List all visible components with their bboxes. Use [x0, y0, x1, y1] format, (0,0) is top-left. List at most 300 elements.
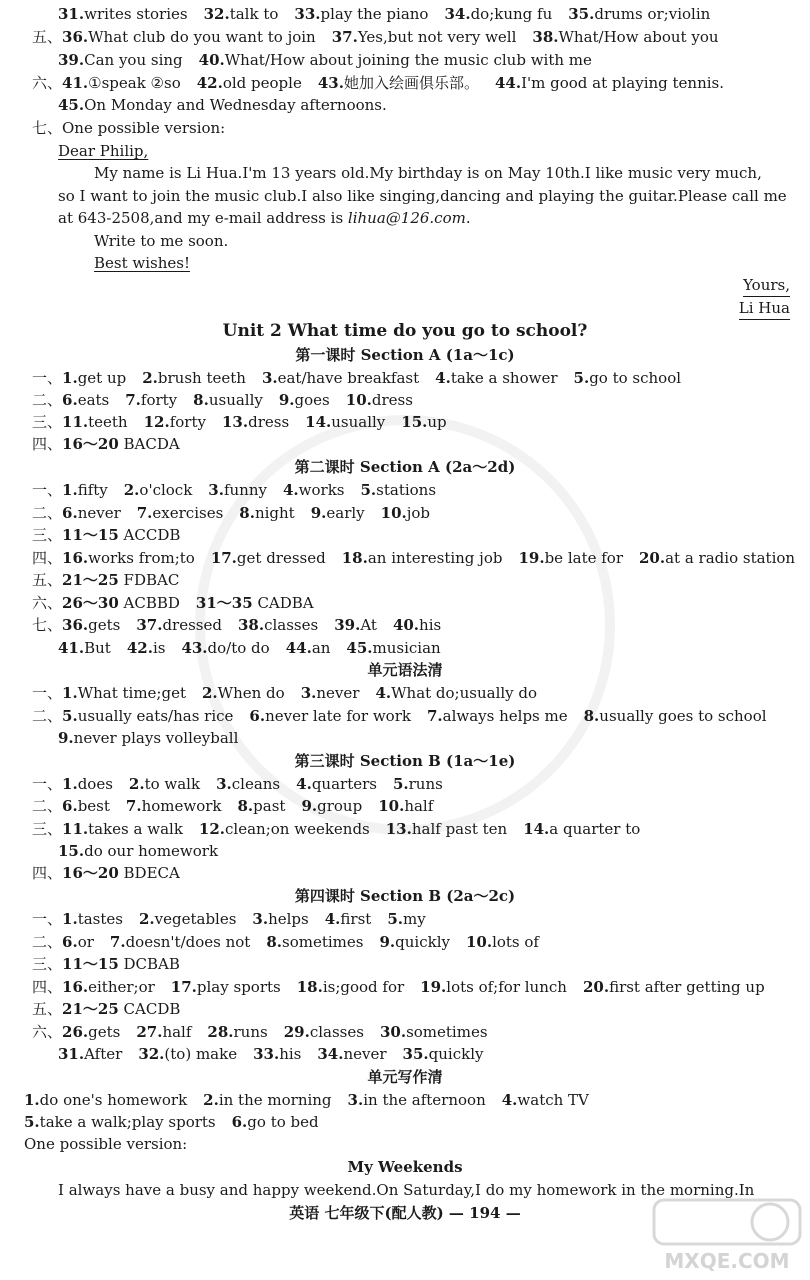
watermark-logo: [652, 1198, 802, 1276]
question-group-marker: 二、: [32, 504, 63, 522]
question-group-marker: 三、: [32, 526, 63, 544]
answer-item: [216, 775, 280, 793]
answer-item: [296, 775, 377, 793]
question-number: 20.: [639, 549, 666, 567]
question-number: 35.: [402, 1045, 429, 1063]
answer-text: runs: [408, 775, 443, 793]
answer-text: BDECA: [118, 864, 180, 882]
answer-item: [62, 504, 121, 522]
question-number: 27.: [136, 1023, 163, 1041]
question-number: 19.: [518, 549, 545, 567]
question-number: 4.: [282, 481, 299, 499]
answer-text: CACDB: [118, 1000, 181, 1018]
answer-text: in the afternoon: [363, 1091, 486, 1109]
question-number: 5.: [62, 707, 78, 725]
question-number: 33.: [253, 1045, 280, 1063]
answer-item: [138, 1045, 237, 1063]
answer-text: night: [254, 504, 295, 522]
answer-text: usually: [208, 391, 263, 409]
question-number: 11～15: [62, 526, 119, 544]
question-number: 16～20: [62, 864, 119, 882]
answer-item: [297, 978, 404, 996]
answer-item: [144, 413, 206, 431]
question-number: 9.: [58, 729, 74, 747]
answer-text: 她加入绘画俱乐部。: [343, 74, 479, 92]
question-number: 41.: [58, 639, 85, 657]
unit-title: Unit 2 What time do you go to school?: [222, 321, 588, 341]
question-group-marker: 三、: [32, 820, 63, 838]
question-number: 5.: [360, 481, 377, 499]
question-number: 31.: [58, 5, 85, 23]
answer-item: [124, 481, 193, 499]
answer-item: [238, 616, 318, 634]
essay-line: I always have a busy and happy weekend.On Saturday,I do my homework in the morning.In: [58, 1181, 755, 1199]
question-number: 19.: [420, 978, 447, 996]
answer-item: [62, 864, 180, 882]
question-number: 13.: [385, 820, 412, 838]
answer-item: [318, 74, 479, 92]
answer-text: take a shower: [450, 369, 558, 387]
answer-item: [62, 775, 113, 793]
answer-text: cleans: [231, 775, 281, 793]
answer-text: gets: [88, 1023, 121, 1041]
letter-write: Write to me soon.: [94, 231, 229, 250]
question-number: 10.: [465, 933, 493, 951]
answer-text: a quarter to: [549, 820, 641, 838]
answer-text: FDBAC: [118, 571, 180, 589]
answer-item: [305, 413, 385, 431]
question-number: 36.: [62, 616, 89, 634]
answer-text: never: [316, 684, 360, 702]
answer-item: [62, 369, 126, 387]
answer-text: When do: [217, 684, 285, 702]
answer-item: [332, 28, 517, 46]
essay-title: My Weekends: [347, 1158, 463, 1176]
question-group-marker: 一、: [32, 684, 63, 702]
answer-text: my: [402, 910, 426, 928]
answer-item: [238, 797, 286, 815]
letter-intro: 七、One possible version:: [32, 119, 226, 137]
answer-text: get dressed: [236, 549, 326, 567]
question-number: 2.: [138, 910, 155, 928]
answer-text: an interesting job: [367, 549, 503, 567]
letter-signature: [739, 274, 790, 320]
answer-text: either;or: [88, 978, 155, 996]
question-number: 1.: [62, 369, 78, 387]
question-group-marker: 三、: [32, 955, 63, 973]
answer-text: At: [360, 616, 377, 634]
answer-item: [342, 549, 503, 567]
answer-item: [62, 526, 180, 544]
answer-text: sometimes: [406, 1023, 488, 1041]
answer-item: [387, 910, 425, 928]
question-number: 2.: [128, 775, 145, 793]
question-number: 16～20: [62, 435, 119, 453]
letter-body-line: so I want to join the music club.I also like singing,dancing and playing the guitar.Please call me: [58, 186, 787, 205]
section-title: 单元写作清: [367, 1068, 443, 1086]
answer-text: forty: [140, 391, 178, 409]
answer-item: [301, 684, 360, 702]
section-title: 第一课时 Section A (1a～1c): [295, 346, 515, 364]
answer-item: [24, 1091, 187, 1109]
answer-text: at a radio station: [665, 549, 796, 567]
answer-text: forty: [169, 413, 206, 431]
answer-line: [32, 773, 443, 795]
section-title: 第二课时 Section A (2a～2d): [294, 458, 516, 476]
question-number: 7.: [109, 933, 126, 951]
letter-body-line: My name is Li Hua.I'm 13 years old.My birthday is on May 10th.I like music very much,: [94, 164, 762, 182]
question-number: 4.: [324, 910, 341, 928]
answer-item: [62, 910, 123, 928]
answer-item: [62, 707, 233, 725]
question-number: 3.: [216, 775, 232, 793]
answer-line: [32, 976, 765, 998]
question-number: 31.: [58, 1045, 85, 1063]
answer-line: [32, 998, 180, 1020]
answer-item: [466, 933, 539, 951]
question-number: 18.: [296, 978, 323, 996]
question-number: 9.: [278, 391, 295, 409]
answer-text: gets: [88, 616, 121, 634]
answer-line: [32, 72, 724, 94]
answer-text: never: [77, 504, 121, 522]
answer-text: is;good for: [322, 978, 405, 996]
question-number: 1.: [62, 481, 78, 499]
question-number: 38.: [532, 28, 559, 46]
answer-line: [24, 1111, 319, 1133]
answer-text: or: [77, 933, 94, 951]
question-number: 5.: [24, 1113, 40, 1131]
question-number: 45.: [58, 96, 85, 114]
question-number: 1.: [62, 910, 78, 928]
answer-text: works from;to: [88, 549, 195, 567]
question-number: 2.: [142, 369, 158, 387]
question-group-marker: 三、: [32, 413, 63, 431]
question-number: 26.: [62, 1023, 89, 1041]
answer-line: [32, 614, 441, 636]
answer-text: dress: [371, 391, 413, 409]
answer-text: dressed: [162, 616, 222, 634]
answer-item: [532, 28, 718, 46]
question-number: 6.: [249, 707, 266, 725]
answer-text: do;kung fu: [470, 5, 553, 23]
question-number: 8.: [239, 504, 255, 522]
answer-line: [32, 908, 426, 930]
answer-text: go to bed: [247, 1113, 319, 1131]
question-number: 4.: [375, 684, 392, 702]
answer-item: [249, 707, 411, 725]
answer-item: [208, 481, 267, 499]
answer-item: [62, 797, 110, 815]
answer-text: his: [419, 616, 442, 634]
answer-text: ①speak ②so: [88, 74, 181, 92]
question-number: 5.: [392, 775, 409, 793]
answer-item: [193, 391, 263, 409]
answer-text: go to school: [589, 369, 682, 387]
answer-line: [58, 727, 238, 749]
question-group-marker: 五、: [32, 28, 63, 46]
answer-item: [401, 413, 446, 431]
answer-line: [32, 818, 640, 840]
answer-item: [199, 51, 592, 69]
answer-item: [279, 391, 330, 409]
question-number: 7.: [125, 797, 142, 815]
question-group-marker: 二、: [32, 391, 63, 409]
answer-text: o'clock: [139, 481, 193, 499]
question-number: 12.: [198, 820, 226, 838]
question-number: 9.: [310, 504, 327, 522]
answer-text: his: [279, 1045, 302, 1063]
question-group-marker: 四、: [32, 435, 63, 453]
answer-item: [334, 616, 377, 634]
answer-text: past: [253, 797, 286, 815]
answer-item: [62, 1000, 180, 1018]
answer-item: [381, 504, 430, 522]
question-number: 4.: [501, 1091, 518, 1109]
answer-text: first: [340, 910, 372, 928]
answer-item: [58, 1045, 122, 1063]
answer-text: half: [162, 1023, 192, 1041]
answer-item: [266, 933, 363, 951]
answer-text: ACBBD: [118, 594, 180, 612]
answer-item: [211, 549, 326, 567]
answer-line: [58, 49, 592, 71]
question-number: 1.: [62, 684, 78, 702]
answer-item: [58, 842, 218, 860]
answer-item: [62, 955, 180, 973]
answer-line: [32, 26, 719, 48]
answer-text: But: [84, 639, 111, 657]
question-number: 8.: [237, 797, 254, 815]
answer-line: [32, 931, 539, 953]
answer-item: [62, 616, 120, 634]
watermark-logo-text: MXQE.COM: [664, 1249, 790, 1273]
answer-text: runs: [233, 1023, 268, 1041]
answer-item: [62, 28, 316, 46]
answer-item: [62, 594, 180, 612]
answer-item: [262, 369, 419, 387]
answer-text: Yes,but not very well: [357, 28, 517, 46]
answer-text: (to) make: [164, 1045, 238, 1063]
answer-text: dress: [248, 413, 290, 431]
answer-item: [420, 978, 567, 996]
letter-wishes: Best wishes!: [94, 254, 190, 272]
question-number: 8.: [583, 707, 600, 725]
answer-item: [136, 1023, 191, 1041]
question-number: 31～35: [195, 594, 253, 612]
answer-text: doesn't/does not: [125, 933, 251, 951]
answer-item: [110, 933, 250, 951]
answer-text: lots of;for lunch: [446, 978, 567, 996]
question-number: 42.: [196, 74, 223, 92]
question-number: 10.: [380, 504, 407, 522]
answer-item: [584, 707, 767, 725]
answer-item: [62, 820, 183, 838]
question-group-marker: 一、: [32, 775, 63, 793]
answer-text: Can you sing: [84, 51, 183, 69]
answer-item: [137, 504, 224, 522]
question-number: 10.: [345, 391, 372, 409]
answer-item: [181, 639, 269, 657]
question-number: 6.: [62, 933, 78, 951]
question-number: 35.: [568, 5, 595, 23]
answer-item: [62, 933, 94, 951]
question-number: 9.: [301, 797, 318, 815]
question-number: 12.: [143, 413, 170, 431]
answer-item: [62, 391, 109, 409]
answer-text: play the piano: [320, 5, 429, 23]
answer-item: [495, 74, 724, 92]
question-number: 18.: [341, 549, 368, 567]
answer-item: [348, 1091, 486, 1109]
answer-line: [32, 547, 795, 569]
answer-line: [58, 94, 387, 116]
answer-line: [32, 411, 447, 433]
answer-line: [32, 569, 179, 591]
answer-text: get up: [77, 369, 127, 387]
answer-line: [32, 592, 314, 614]
answer-item: [523, 820, 640, 838]
question-number: 2.: [123, 481, 140, 499]
answer-text: usually eats/has rice: [77, 707, 234, 725]
question-number: 34.: [317, 1045, 344, 1063]
answer-line: [32, 953, 180, 975]
answer-item: [360, 481, 436, 499]
answer-text: ACCDB: [118, 526, 181, 544]
answer-item: [639, 549, 795, 567]
answer-text: writes stories: [84, 5, 188, 23]
section-title: 第三课时 Section B (1a～1e): [294, 752, 516, 770]
answer-text: tastes: [77, 910, 123, 928]
question-number: 36.: [62, 28, 89, 46]
answer-text: eats: [77, 391, 110, 409]
question-number: 17.: [210, 549, 237, 567]
question-number: 6.: [62, 504, 78, 522]
answer-text: funny: [223, 481, 267, 499]
answer-item: [346, 391, 413, 409]
answer-item: [403, 1045, 484, 1063]
answer-text: job: [406, 504, 431, 522]
answer-item: [502, 1091, 589, 1109]
question-number: 32.: [138, 1045, 165, 1063]
question-group-marker: 二、: [32, 797, 63, 815]
answer-text: half past ten: [411, 820, 508, 838]
answer-item: [136, 616, 222, 634]
answer-text: never: [343, 1045, 387, 1063]
question-number: 39.: [58, 51, 85, 69]
letter-body: [58, 162, 793, 275]
answer-item: [126, 797, 222, 815]
answer-item: [62, 74, 181, 92]
answer-line: [32, 795, 433, 817]
question-number: 4.: [296, 775, 312, 793]
answer-item: [252, 910, 308, 928]
question-group-marker: 六、: [32, 74, 63, 92]
question-number: 9.: [379, 933, 396, 951]
answer-line: [32, 502, 430, 524]
answer-text: goes: [294, 391, 330, 409]
question-number: 26～30: [62, 594, 119, 612]
question-group-marker: 一、: [32, 369, 63, 387]
answer-item: [127, 639, 166, 657]
answer-text: never plays volleyball: [73, 729, 239, 747]
answer-item: [239, 504, 294, 522]
answer-item: [375, 684, 537, 702]
answer-item: [393, 775, 443, 793]
question-number: 3.: [261, 369, 278, 387]
answer-line: [32, 433, 180, 455]
answer-line: [32, 389, 413, 411]
question-number: 43.: [317, 74, 344, 92]
question-number: 3.: [347, 1091, 364, 1109]
question-number: 15.: [401, 413, 428, 431]
question-number: 34.: [444, 5, 471, 23]
question-group-marker: 二、: [32, 933, 63, 951]
answer-text: first after getting up: [609, 978, 765, 996]
answer-text: talk to: [229, 5, 279, 23]
letter-closing: Yours,: [743, 274, 790, 297]
answer-item: [311, 504, 365, 522]
answer-text: play sports: [196, 978, 281, 996]
answer-item: [518, 549, 623, 567]
answer-text: do our homework: [84, 842, 219, 860]
question-group-marker: 二、: [32, 707, 63, 725]
answer-text: exercises: [152, 504, 224, 522]
answer-text: works: [298, 481, 345, 499]
answer-text: be late for: [544, 549, 623, 567]
answer-text: early: [326, 504, 365, 522]
answer-line: [32, 705, 767, 727]
answer-text: helps: [268, 910, 309, 928]
section-title: 第四课时 Section B (2a～2c): [294, 887, 516, 905]
answer-item: [62, 978, 155, 996]
answer-item: [379, 933, 450, 951]
question-group-marker: 一、: [32, 481, 63, 499]
question-number: 33.: [294, 5, 321, 23]
answer-item: [58, 51, 183, 69]
question-number: 20.: [582, 978, 610, 996]
answer-line: [58, 3, 710, 25]
question-group-marker: 六、: [32, 594, 63, 612]
question-number: 11.: [62, 820, 89, 838]
question-group-marker: 五、: [32, 1000, 63, 1018]
question-number: 39.: [334, 616, 361, 634]
question-number: 5.: [387, 910, 403, 928]
question-number: 10.: [378, 797, 405, 815]
answer-item: [286, 639, 331, 657]
question-group-marker: 四、: [32, 978, 63, 996]
answer-text: in the morning: [218, 1091, 332, 1109]
answer-text: watch TV: [517, 1091, 589, 1109]
question-number: 15.: [58, 842, 85, 860]
question-number: 8.: [193, 391, 209, 409]
question-number: 44.: [494, 74, 522, 92]
question-number: 30.: [379, 1023, 407, 1041]
answer-item: [196, 594, 314, 612]
answer-item: [139, 910, 236, 928]
question-number: 8.: [266, 933, 283, 951]
writing-intro: One possible version:: [24, 1135, 188, 1153]
answer-item: [142, 369, 246, 387]
letter-body-line: at 643-2508,and my e-mail address is lihua@126.com.: [58, 209, 471, 227]
question-number: 37.: [331, 28, 358, 46]
answer-item: [574, 369, 682, 387]
answer-text: teeth: [88, 413, 128, 431]
question-number: 16.: [62, 978, 89, 996]
answer-item: [294, 5, 428, 23]
answer-line: [32, 862, 180, 884]
answer-item: [171, 978, 281, 996]
